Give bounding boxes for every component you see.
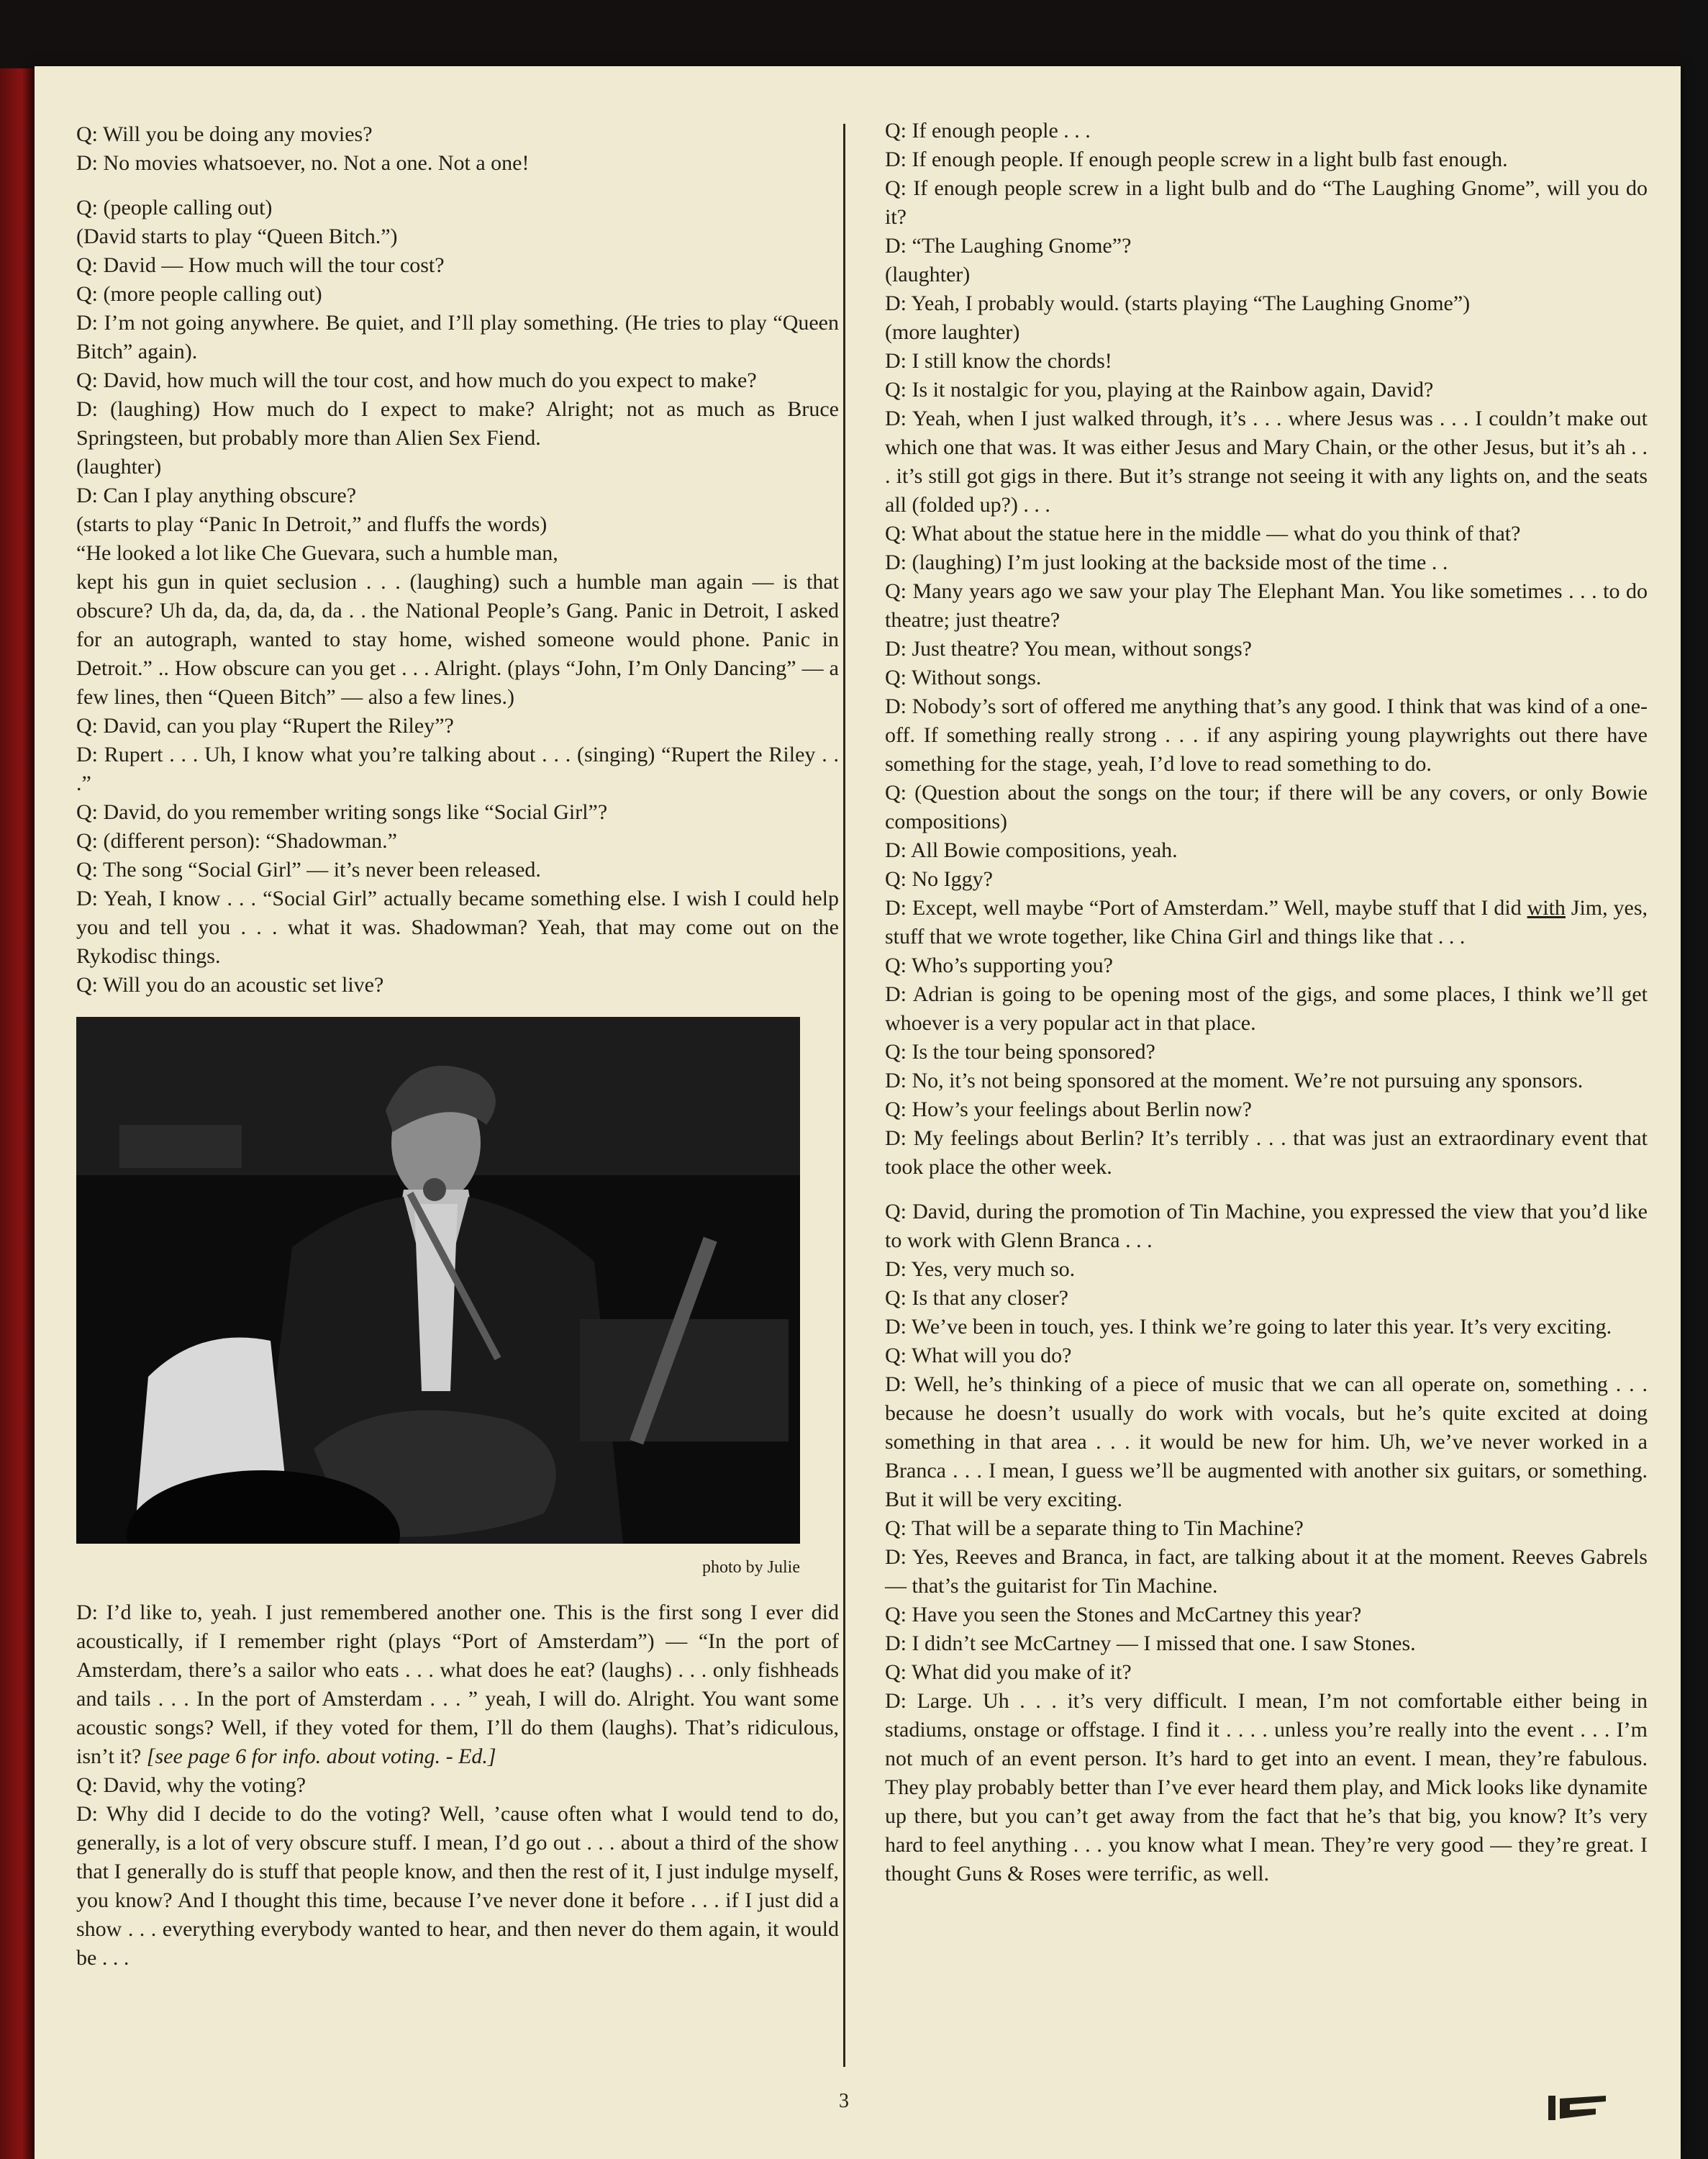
paragraph: Q: What will you do? [885,1344,1072,1367]
paragraph: Q: That will be a separate thing to Tin Machine? [885,1516,1304,1540]
paragraph: D: Yeah, I know . . . “Social Girl” actually became something else. I wish I could help you and tell you . . . what it was. Shadowman? Yeah, that may come out on the Rykodisc things. [76,887,839,968]
paragraph: (laughter) [76,455,162,479]
paragraph: D: Yes, Reeves and Branca, in fact, are talking about it at the moment. Reeves Gabrels — that’s the guitarist for Tin Machine. [885,1545,1648,1598]
paragraph: D: We’ve been in touch, yes. I think we’re going to later this year. It’s very exciting. [885,1315,1612,1339]
paragraph: Q: Will you do an acoustic set live? [76,973,384,997]
paragraph: D: Nobody’s sort of offered me anything that’s any good. I think that was kind of a one-off. If something really strong . . . if any aspiring young playwrights out there have something for the stage, yeah, I’d love to read something to do. [885,694,1648,776]
spacer [76,178,839,194]
paragraph: D: Yeah, when I just walked through, it’s . . . where Jesus was . . . I couldn’t make out which one that was. It was either Jesus and Mary Chain, or the other Jesus, but it’s ah . . . it’s still got gigs in there. But it’s strange not seeing it with any lights on, and the seats all (folded up?) . . . [885,407,1648,517]
paragraph: D: If enough people. If enough people screw in a light bulb fast enough. [885,148,1508,171]
paragraph: D: Adrian is going to be opening most of the gigs, and some places, I think we’ll get whoever is a very popular act in that place. [885,982,1648,1035]
paragraph: D: Rupert . . . Uh, I know what you’re talking about . . . (singing) “Rupert the Riley . . .” [76,743,839,795]
paragraph: Q: The song “Social Girl” — it’s never been released. [76,858,541,882]
magazine-page [35,66,1681,2159]
paragraph: Q: David, why the voting? [76,1773,306,1797]
editor-note: [see page 6 for info. about voting. - Ed.] [146,1744,496,1768]
paragraph: D: No, it’s not being sponsored at the moment. We’re not pursuing any sponsors. [885,1069,1584,1092]
paragraph: Q: Is that any closer? [885,1286,1068,1310]
paragraph: Q: David, can you play “Rupert the Riley”? [76,714,454,738]
end-mark-icon [1545,2090,1610,2126]
paragraph: (laughter) [885,263,971,286]
photo-credit: photo by Julie [702,1558,800,1577]
paragraph: (starts to play “Panic In Detroit,” and fluffs the words) [76,512,548,536]
paragraph: D: Why did I decide to do the voting? Well, ’cause often what I would tend to do, generally, is a lot of very obscure stuff. I mean, I’d go out . . . about a third of the show that I generally do is stuff that people know, and then the rest of it, I just indulge myself, you know? And I thought this time, because I’ve never done it before . . . if I just did a show . . . everything everybody wanted to hear, and then never do them again, it would be . . . [76,1802,839,1970]
paragraph: D: Yes, very much so. [885,1257,1076,1281]
paragraph: (more laughter) [885,320,1020,344]
paragraph: Q: David, how much will the tour cost, and how much do you expect to make? [76,368,757,392]
paragraph: Q: What did you make of it? [885,1660,1132,1684]
paragraph: Q: Is the tour being sponsored? [885,1040,1155,1064]
paragraph: Q: David — How much will the tour cost? [76,253,445,277]
paragraph-text: D: I’d like to, yeah. I just remembered another one. This is the first song I ever did acoustically, if I remember right (plays “Port of Amsterdam”) — “In the port of Amsterdam, there’s a sailor who eats . . . what does he eat? (laughs) . . . only fishheads and tails . . . In the port of Amsterdam . . . ” yeah, I will do. Alright. You want some acoustic songs? Well, if they voted for them, I’ll do them (laughs). That’s ridiculous, isn’t it? [76,1601,839,1768]
paragraph: Q: Will you be doing any movies? [76,122,373,146]
paragraph: D: (laughing) How much do I expect to make? Alright; not as much as Bruce Springsteen, but probably more than Alien Sex Fiend. [76,397,839,450]
paragraph-text: D: Except, well maybe “Port of Amsterdam.” Well, maybe stuff that I did [885,896,1527,920]
paragraph: D: Yeah, I probably would. (starts playing “The Laughing Gnome”) [885,291,1471,315]
column-divider [843,124,845,2067]
paragraph: Q: Is it nostalgic for you, playing at the Rainbow again, David? [885,378,1434,402]
paragraph: D: Well, he’s thinking of a piece of music that we can all operate on, something . . . because he doesn’t usually do work with vocals, but he’s quite excited at doing something in that area . . . it would be new for him. Uh, we’ve never worked in a Branca . . . I mean, I guess we’ll be augmented with another six guitars, or something. But it will be very exciting. [885,1372,1648,1511]
left-column [76,120,839,1973]
paragraph: Q: (different person): “Shadowman.” [76,829,397,853]
paragraph: Q: (more people calling out) [76,282,322,306]
page-number: 3 [839,2090,849,2112]
paragraph: D: (laughing) I’m just looking at the backside most of the time . . [885,551,1448,574]
paragraph: Q: Many years ago we saw your play The Elephant Man. You like sometimes . . . to do theatre; just theatre? [885,579,1648,632]
background-right-edge [1678,0,1708,2159]
paragraph [885,894,1648,951]
paragraph: Q: (Question about the songs on the tour; if there will be any covers, or only Bowie compositions) [885,781,1648,833]
paragraph: D: “The Laughing Gnome”? [885,234,1132,258]
paragraph: D: No movies whatsoever, no. Not a one. Not a one! [76,151,530,175]
paragraph: Q: If enough people screw in a light bulb and do “The Laughing Gnome”, will you do it? [885,176,1648,229]
paragraph: Q: If enough people . . . [885,119,1091,142]
paragraph: Q: (people calling out) [76,196,273,219]
paragraph: Q: David, during the promotion of Tin Machine, you expressed the view that you’d like to work with Glenn Branca . . . [885,1200,1648,1252]
paragraph: Q: What about the statue here in the middle — what do you think of that? [885,522,1521,546]
paragraph: kept his gun in quiet seclusion . . . (laughing) such a humble man again — is that obscure? Uh da, da, da, da, da . . the National People’s Gang. Panic in Detroit, I asked for an autograph, wanted to stay home, wished someone would phone. Panic in Detroit.” .. How obscure can you get . . . Alright. (plays “John, I’m Only Dancing” — a few lines, then “Queen Bitch” — also a few lines.) [76,570,839,709]
paragraph: D: Can I play anything obscure? [76,484,357,507]
concert-photo [76,1017,800,1544]
underlined-word: with [1527,896,1566,920]
paragraph: Q: No Iggy? [885,867,993,891]
paragraph: Q: Who’s supporting you? [885,954,1113,977]
paragraph: “He looked a lot like Che Guevara, such a humble man, [76,541,558,565]
right-column [885,117,1648,1888]
paragraph: Q: David, do you remember writing songs like “Social Girl”? [76,800,608,824]
paragraph: Q: Without songs. [885,666,1042,689]
paragraph: D: I didn’t see McCartney — I missed that one. I saw Stones. [885,1631,1416,1655]
spacer [885,1182,1648,1198]
background-top [0,0,1708,68]
paragraph: D: Just theatre? You mean, without songs? [885,637,1252,661]
paragraph: D: I’m not going anywhere. Be quiet, and I’ll play something. (He tries to play “Queen Bitch” again). [76,311,839,363]
paragraph: D: All Bowie compositions, yeah. [885,838,1178,862]
concert-photo-illustration [76,1017,800,1544]
paragraph: Q: How’s your feelings about Berlin now? [885,1097,1252,1121]
paragraph: Q: Have you seen the Stones and McCartney this year? [885,1603,1362,1626]
paragraph: D: I still know the chords! [885,349,1112,373]
paragraph: D: My feelings about Berlin? It’s terribly . . . that was just an extraordinary event that took place the other week. [885,1126,1648,1179]
paragraph: (David starts to play “Queen Bitch.”) [76,225,398,248]
paragraph [76,1598,839,1771]
paragraph-text: Jim, yes, stuff that we wrote together, like China Girl and things like that . . . [885,896,1648,949]
paragraph: D: Large. Uh . . . it’s very difficult. I mean, I’m not comfortable either being in stadiums, onstage or offstage. I find it . . . . unless you’re really into the event . . . I’m not much of an event person. It’s hard to get into an event. I mean, they’re fabulous. They play probably better than I’ve ever heard them play, and Mick looks like dynamite up there, but you can’t get away from the fact that he’s that big, you know? It’s very hard to feel anything . . . you know what I mean. They’re very good — they’re great. I thought Guns & Roses were terrific, as well. [885,1689,1648,1886]
